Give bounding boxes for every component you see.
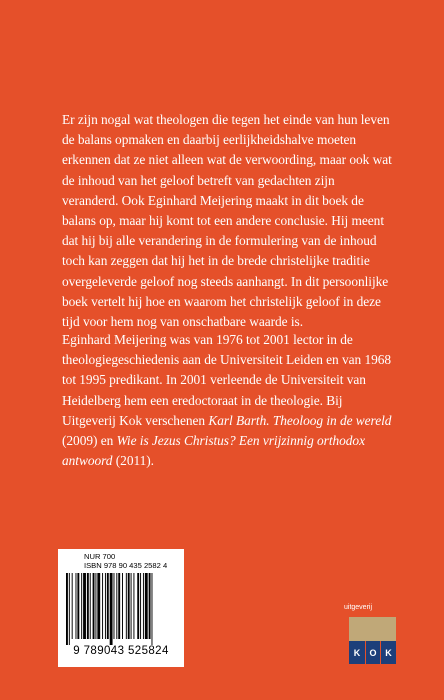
logo-letter-k1: K [349,641,365,664]
barcode-bar [126,573,127,639]
bio-mid: (2009) en [62,433,114,449]
barcode-digits: 9 789043 525824 [73,645,169,657]
barcode-bar [72,573,73,639]
barcode-bar [137,573,139,639]
isbn-number: ISBN 978 90 435 2582 4 [84,561,168,570]
barcode-bar [107,573,109,639]
barcode-bar [83,573,86,639]
barcode-bar [143,573,144,639]
book-title-1: Karl Barth. Theoloog in de wereld [208,412,392,428]
barcode-bar [128,573,130,639]
barcode-bar [131,573,132,639]
barcode-bar [90,573,91,639]
barcode-bar [118,573,120,639]
barcode-bar [97,573,100,639]
barcode-label [58,549,184,667]
barcode-bar [81,573,82,639]
barcode-bar [149,573,151,639]
barcode-bar [87,573,89,639]
barcode-bar [140,573,141,639]
blurb-paragraph-1: Er zijn nogal wat theologen die tegen het einde van hun leven de balans opmaken en daarbij eerlijkheidshalve moeten erkennen dat ze niet alleen wat de verwoording, maar ook wat de inhoud van het geloof betreft van gedachten zijn veranderd. Ook Eginhard Meijering maakt in dit boek de balans op, maar hij komt tot een andere conclusie. Hij meent dat hij bij alle verandering in de formulering van de inhoud toch kan zeggen dat hij het in de brede christelijke traditie overgeleverde geloof nog steeds aanhangt. In dit persoonlijke boek vertelt hij hoe en waarom het christelijk geloof in deze tijd voor hem nog van onschatbare waarde is. [62,112,392,330]
barcode-bar [95,573,96,639]
logo-top-block [349,617,396,641]
barcode-bar [145,573,148,639]
barcode-bar [105,573,106,639]
barcode-bar [110,573,113,645]
bio-intro: Eginhard Meijering was van 1976 tot 2001 lector in de theologiegeschiedenis aan de Universiteit Leiden en van 1968 tot 1995 predikant. In 2001 verleende de Universiteit van Heidelberg hem een eredoctoraat in de theologie. Bij Uitgeverij Kok verschenen [62,332,392,428]
logo-letter-o: O [365,641,380,664]
bio-end: (2011). [115,453,154,469]
barcode-bar [76,573,77,639]
nur-code: NUR 700 [84,552,116,561]
logo-letter-k2: K [380,641,396,664]
barcode-bar [114,573,115,639]
barcode-bar [69,573,70,645]
barcode-bar [116,573,117,639]
barcode-bar [66,573,68,645]
barcode-bar [122,573,123,639]
barcode-bar [93,573,95,639]
barcode-bar [133,573,134,639]
barcode-bar [77,573,79,639]
author-bio-paragraph [62,330,392,471]
barcode-bar [102,573,103,639]
book-title-2: Wie is Jezus Christus? Een vrijzinnig orthodox antwoord [62,433,365,469]
kok-logo [349,617,396,664]
barcode-bars [64,573,178,645]
barcode-bar [152,573,153,645]
publisher-label: uitgeverij [344,604,373,611]
